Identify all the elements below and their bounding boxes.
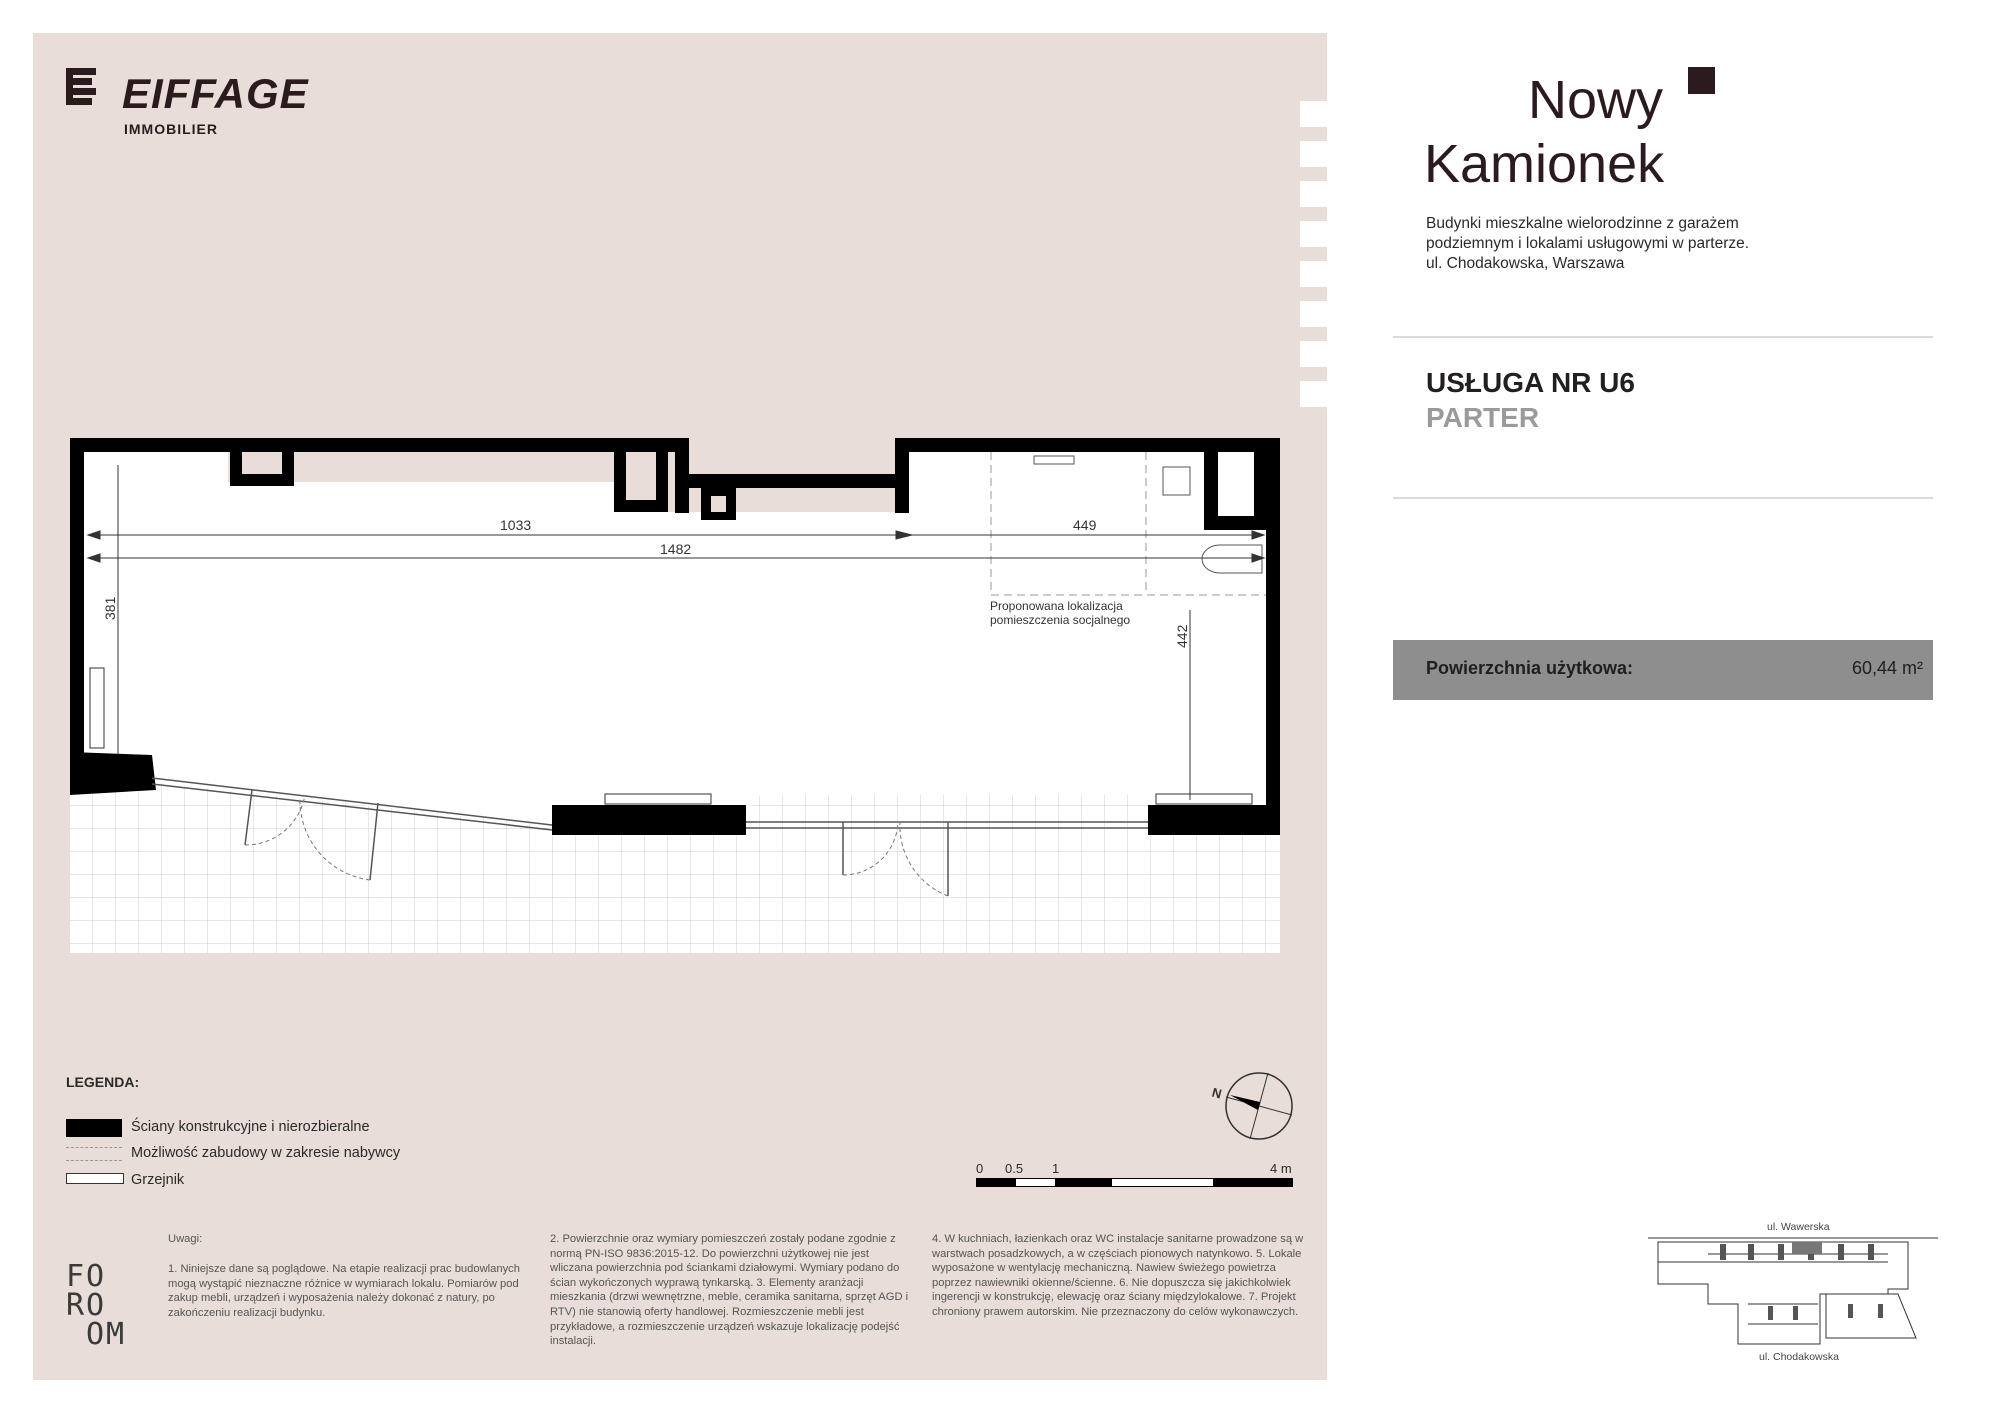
studio-logo-line: FO [66,1259,107,1294]
brand-square [1688,67,1715,94]
column [230,452,294,486]
logo-name: EIFFAGE [122,70,309,117]
description-line: ul. Chodakowska, Warszawa [1426,255,1625,272]
north-label: N [1210,1084,1224,1102]
legend-heading: LEGENDA: [66,1074,140,1090]
legend-wall-swatch [66,1119,122,1137]
notes-col-1: 1. Niniejsze dane są poglądowe. Na etapie realizacji prac budowlanych mogą wystąpić nieznaczne różnice w wymiarach lokalu. Pomiarów pod zakup mebli, urządzeń i wyposażenia należy dokonać z natury, po zakończeniu realizacji budynku. [168,1263,520,1319]
logo-sub: IMMOBILIER [124,121,218,137]
legend-radiator-swatch [66,1173,124,1184]
area-value: 60,44 m² [1851,658,1923,678]
brand-line-2: Kamionek [1424,134,1665,194]
site-unit-highlight [1792,1242,1822,1254]
notes-col-3: 4. W kuchniach, łazienkach oraz WC instalacje sanitarne prowadzone są w warstwach posadzkowych, a w częściach pionowych natynkowo. 5. Lokale wyposażone w wentylację mechaniczną. Nawiew świeżego powietrza poprzez nawiewniki okienne/ścienne. 6. Nie dopuszcza się jakichkolwiek ingerencji w konstrukcję, elewację oraz ściany międzylokalowe. 7. Projekt chroniony prawem autorskim. Nie przeznaczony do celów wykonawczych. [932,1233,1304,1318]
description-line: podziemnym i lokalami usługowymi w parterze. [1426,235,1750,252]
studio-logo-line: RO [66,1288,107,1323]
site-map [1648,1234,1938,1350]
north-arrow-icon [1230,1095,1260,1110]
scale-0-5: 0.5 [1005,1161,1024,1176]
divider [1393,336,1933,338]
dimension-449: 449 [1073,517,1097,533]
column [701,488,736,520]
site-street-top: ul. Wawerska [1767,1221,1830,1233]
dimension-1482: 1482 [660,541,692,557]
legend-walls: Ściany konstrukcyjne i nierozbieralne [131,1119,370,1135]
brand-line-1: Nowy [1528,70,1664,130]
dimension-1033: 1033 [500,517,532,533]
social-room-note-1: Proponowana lokalizacja [990,599,1123,613]
floor-plan [0,0,1330,960]
social-room-note-2: pomieszczenia socjalnego [990,613,1131,627]
notes-heading: Uwagi: [168,1233,203,1245]
north-arrow [1208,1066,1298,1146]
studio-logo [66,1259,127,1352]
scale-0: 0 [976,1161,984,1176]
description-line: Budynki mieszkalne wielorodzinne z garażem [1426,215,1739,232]
legend-optional: Możliwość zabudowy w zakresie nabywcy [131,1145,401,1161]
dimension-442: 442 [1174,624,1190,648]
scale-1: 1 [1052,1161,1060,1176]
site-street-bottom: ul. Chodakowska [1759,1351,1839,1363]
area-bar [1393,640,1933,700]
notes-col-2: 2. Powierzchnie oraz wymiary pomieszczeń zostały podane zgodnie z normą PN-ISO 9836:2015-12. Do powierzchni użytkowej nie jest wliczana powierzchnia pod ściankami działowymi. Wymiary podano do ścian wykończonych wyprawą tynkarską. 3. Elementy aranżacji mieszkania (drzwi wewnętrzne, meble, ceramika sanitarna, sprzęt AGD i RTV) nie stanowią oferty handlowej. Rozmieszczenie mebli jest przykładowe, a rozmieszczenie urządzeń wskazuje lokalizację podejść instalacji. [550,1233,909,1348]
legend-optional-swatch [66,1147,122,1161]
studio-logo-line: OM [86,1317,127,1352]
area-label: Powierzchnia użytkowa: [1426,658,1634,678]
unit-floor: PARTER [1426,402,1540,433]
dimension-381: 381 [102,596,118,620]
project-description [1426,214,1749,274]
unit-title: USŁUGA NR U6 [1426,367,1635,398]
divider [1393,497,1933,499]
legend-radiator: Grzejnik [131,1172,185,1188]
column [614,452,668,512]
scale-4m: 4 m [1270,1161,1292,1176]
scale-bar [976,1178,1294,1188]
